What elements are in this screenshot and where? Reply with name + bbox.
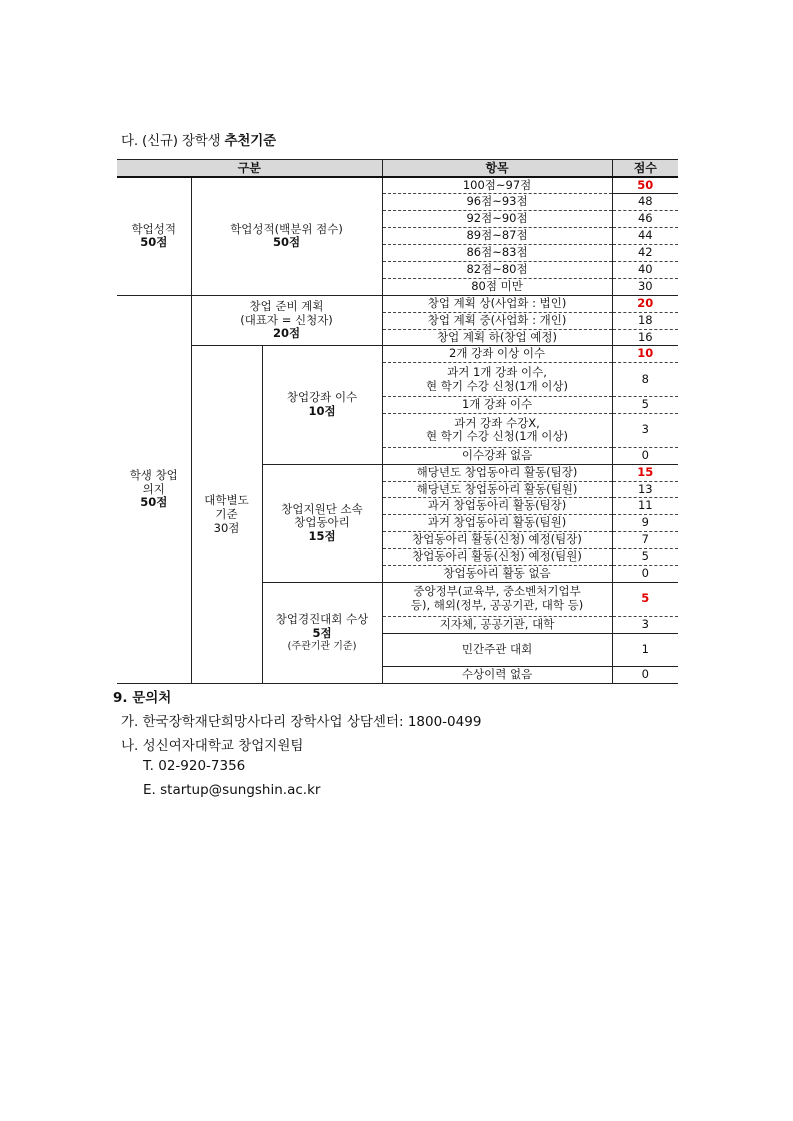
academic-group-label: 학업성적 bbox=[131, 221, 176, 236]
score-cell: 18 bbox=[612, 312, 678, 329]
contest-note: (주관기관 기준) bbox=[287, 640, 357, 652]
item-cell: 96점~93점 bbox=[382, 194, 612, 211]
item-cell bbox=[382, 582, 612, 616]
club-label-2: 창업동아리 bbox=[294, 515, 350, 530]
section-title-bold: 추천기준 bbox=[224, 133, 276, 149]
score-cell: 46 bbox=[612, 211, 678, 228]
contest-label: 창업경진대회 수상 bbox=[275, 612, 369, 627]
score-cell: 1 bbox=[612, 633, 678, 667]
item-cell: 지자체, 공공기관, 대학 bbox=[382, 616, 612, 633]
contact-line-sungshin: 나. 성신여자대학교 창업지원팀 bbox=[121, 738, 304, 754]
score-cell: 3 bbox=[612, 413, 678, 447]
score-cell: 11 bbox=[612, 498, 678, 515]
header-item: 항목 bbox=[382, 160, 612, 178]
item-cell: 100점~97점 bbox=[382, 177, 612, 194]
course-cell bbox=[262, 346, 382, 464]
score-cell: 13 bbox=[612, 481, 678, 498]
club-label-1: 창업지원단 소속 bbox=[281, 501, 363, 516]
academic-group-points: 50점 bbox=[140, 235, 168, 250]
item-line-1: 과거 강좌 수강X, bbox=[454, 415, 540, 430]
item-cell: 창업동아리 활동(신청) 예정(팀원) bbox=[382, 549, 612, 566]
academic-group-cell bbox=[117, 177, 191, 295]
item-cell: 과거 창업동아리 활동(팀원) bbox=[382, 515, 612, 532]
table-row bbox=[117, 177, 678, 194]
item-cell: 82점~80점 bbox=[382, 261, 612, 278]
contest-cell bbox=[262, 582, 382, 683]
item-line-1: 과거 1개 강좌 이수, bbox=[447, 364, 547, 379]
item-cell: 1개 강좌 이수 bbox=[382, 397, 612, 414]
univ-cell bbox=[191, 346, 262, 684]
item-cell: 창업 계획 상(사업화 : 법인) bbox=[382, 295, 612, 312]
item-cell: 창업동아리 활동 없음 bbox=[382, 565, 612, 582]
contact-email: E. startup@sungshin.ac.kr bbox=[143, 782, 321, 798]
item-line-1: 중앙정부(교육부, 중소벤처기업부 bbox=[413, 584, 581, 599]
item-cell: 민간주관 대회 bbox=[382, 633, 612, 667]
score-cell: 50 bbox=[612, 177, 678, 194]
item-line-2: 현 학기 수강 신청(1개 이상) bbox=[426, 429, 569, 444]
univ-points: 30점 bbox=[213, 520, 240, 535]
item-line-2: 현 학기 수강 신청(1개 이상) bbox=[426, 378, 569, 393]
header-score: 점수 bbox=[612, 160, 678, 178]
academic-sub-cell bbox=[191, 177, 382, 295]
section-title-prefix: 다. (신규) 장학생 bbox=[121, 133, 225, 149]
score-cell: 10 bbox=[612, 346, 678, 363]
criteria-table bbox=[117, 159, 678, 684]
item-cell: 92점~90점 bbox=[382, 211, 612, 228]
score-cell: 8 bbox=[612, 363, 678, 397]
contact-line-kosaf: 가. 한국장학재단희망사다리 장학사업 상담센터: 1800-0499 bbox=[121, 714, 482, 730]
item-cell: 80점 미만 bbox=[382, 278, 612, 295]
item-cell: 창업 계획 중(사업화 : 개인) bbox=[382, 312, 612, 329]
table-row bbox=[117, 346, 678, 363]
contest-points: 5점 bbox=[312, 626, 332, 641]
score-cell: 20 bbox=[612, 295, 678, 312]
item-cell: 이수강좌 없음 bbox=[382, 447, 612, 464]
item-cell bbox=[382, 413, 612, 447]
score-cell: 3 bbox=[612, 616, 678, 633]
item-cell: 2개 강좌 이상 이수 bbox=[382, 346, 612, 363]
item-cell: 창업동아리 활동(신청) 예정(팀장) bbox=[382, 532, 612, 549]
score-cell: 0 bbox=[612, 667, 678, 684]
contact-phone: T. 02-920-7356 bbox=[143, 758, 246, 774]
academic-sub-label: 학업성적(백분위 점수) bbox=[230, 221, 343, 236]
will-group-points: 50점 bbox=[140, 495, 168, 510]
plan-points: 20점 bbox=[272, 326, 301, 341]
item-cell: 창업 계획 하(창업 예정) bbox=[382, 329, 612, 346]
course-label: 창업강좌 이수 bbox=[286, 390, 358, 405]
table-row bbox=[117, 295, 678, 312]
table-header-row bbox=[117, 160, 678, 178]
section-title bbox=[121, 129, 276, 149]
item-cell: 수상이력 없음 bbox=[382, 667, 612, 684]
score-cell: 44 bbox=[612, 228, 678, 245]
score-cell: 7 bbox=[612, 532, 678, 549]
plan-label-2: (대표자 = 신청자) bbox=[240, 312, 333, 327]
score-cell: 5 bbox=[612, 549, 678, 566]
item-cell: 해당년도 창업동아리 활동(팀장) bbox=[382, 464, 612, 481]
univ-label-2: 기준 bbox=[215, 506, 238, 521]
header-category: 구분 bbox=[117, 160, 382, 178]
score-cell: 5 bbox=[612, 397, 678, 414]
univ-label-1: 대학별도 bbox=[204, 493, 249, 508]
score-cell: 16 bbox=[612, 329, 678, 346]
will-group-label-1: 학생 창업 bbox=[129, 467, 178, 482]
plan-label-1: 창업 준비 계획 bbox=[249, 298, 324, 313]
score-cell: 9 bbox=[612, 515, 678, 532]
contact-heading: 9. 문의처 bbox=[113, 690, 172, 706]
score-cell: 48 bbox=[612, 194, 678, 211]
course-points: 10점 bbox=[308, 404, 336, 419]
club-points: 15점 bbox=[308, 529, 336, 544]
item-line-2: 등), 해외(정부, 공공기관, 대학 등) bbox=[410, 598, 584, 613]
will-group-label-2: 의지 bbox=[142, 481, 165, 496]
score-cell: 40 bbox=[612, 261, 678, 278]
item-cell: 86점~83점 bbox=[382, 245, 612, 262]
score-cell: 0 bbox=[612, 447, 678, 464]
item-cell: 89점~87점 bbox=[382, 228, 612, 245]
club-cell bbox=[262, 464, 382, 582]
academic-sub-points: 50점 bbox=[272, 235, 301, 250]
item-cell: 과거 창업동아리 활동(팀장) bbox=[382, 498, 612, 515]
score-cell: 15 bbox=[612, 464, 678, 481]
plan-cell bbox=[191, 295, 382, 346]
will-group-cell bbox=[117, 295, 191, 683]
score-cell: 0 bbox=[612, 565, 678, 582]
score-cell: 30 bbox=[612, 278, 678, 295]
score-cell: 5 bbox=[612, 582, 678, 616]
item-cell: 해당년도 창업동아리 활동(팀원) bbox=[382, 481, 612, 498]
item-cell bbox=[382, 363, 612, 397]
score-cell: 42 bbox=[612, 245, 678, 262]
